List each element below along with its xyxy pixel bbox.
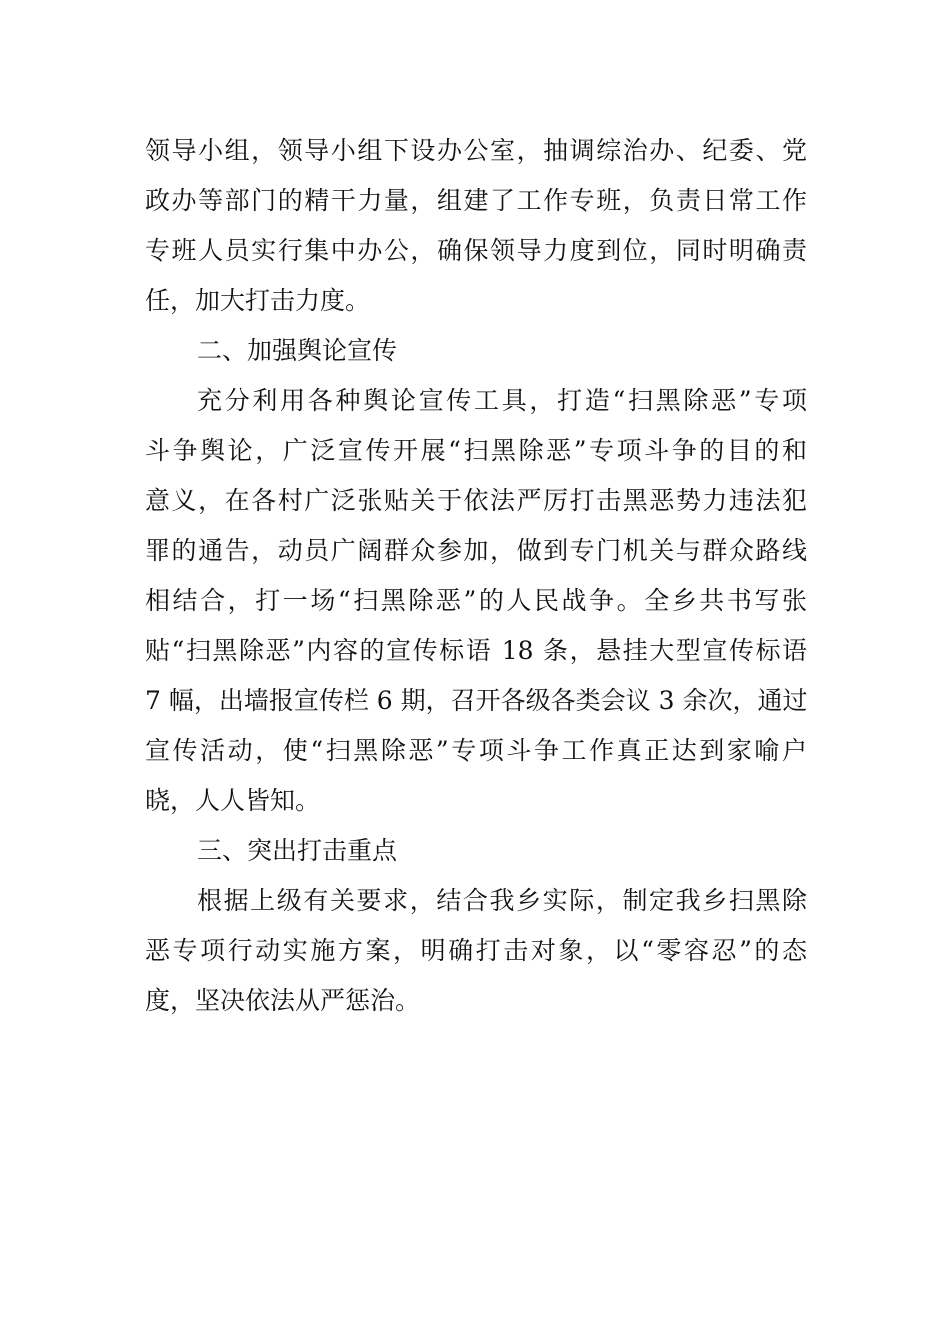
body-line: 恶专项行动实施方案，明确打击对象，以“零容忍”的态: [145, 936, 807, 965]
body-line: 度，坚决依法从严惩治。: [145, 986, 421, 1015]
section-heading: 三、突出打击重点: [197, 836, 398, 865]
document-body: [145, 126, 807, 1026]
body-line: 充分利用各种舆论宣传工具，打造“扫黑除恶”专项: [197, 386, 807, 415]
body-line: 政办等部门的精干力量，组建了工作专班，负责日常工作: [145, 186, 807, 215]
body-line: 罪的通告，动员广阔群众参加，做到专门机关与群众路线: [145, 536, 807, 565]
body-line: 7 幅，出墙报宣传栏 6 期，召开各级各类会议 3 余次，通过: [145, 686, 808, 715]
body-line: 晓，人人皆知。: [145, 786, 321, 815]
body-line: 意义，在各村广泛张贴关于依法严厉打击黑恶势力违法犯: [145, 486, 807, 515]
body-line: 专班人员实行集中办公，确保领导力度到位，同时明确责: [145, 236, 807, 265]
body-line: 领导小组，领导小组下设办公室，抽调综治办、纪委、党: [145, 136, 807, 165]
body-line: 相结合，打一场“扫黑除恶”的人民战争。全乡共书写张: [145, 586, 807, 615]
body-line: 宣传活动，使“扫黑除恶”专项斗争工作真正达到家喻户: [145, 736, 807, 765]
body-line: 贴“扫黑除恶”内容的宣传标语 18 条，悬挂大型宣传标语: [145, 636, 807, 665]
body-line: 斗争舆论，广泛宣传开展“扫黑除恶”专项斗争的目的和: [145, 436, 807, 465]
section-heading: 二、加强舆论宣传: [197, 336, 398, 365]
body-line: 任，加大打击力度。: [145, 286, 371, 315]
body-line: 根据上级有关要求，结合我乡实际，制定我乡扫黑除: [197, 886, 807, 915]
